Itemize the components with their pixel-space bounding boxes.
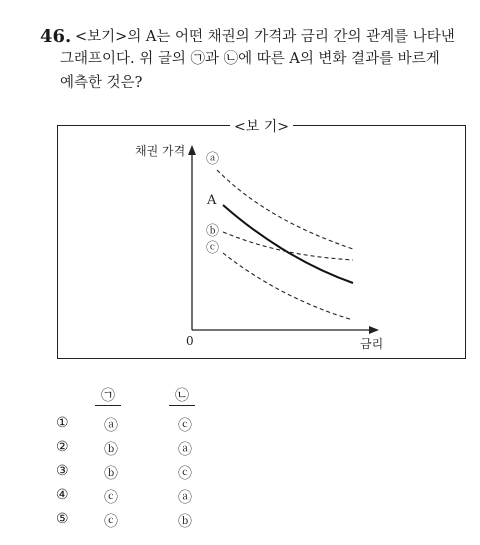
- choice-row-1[interactable]: [56, 415, 256, 437]
- curve-label-c: ⓒ: [206, 241, 220, 256]
- curve-label-A: A: [207, 193, 217, 208]
- choice-header-2: ㉡: [175, 388, 189, 404]
- choice-number: ②: [56, 439, 69, 455]
- choice-value-2: ⓒ: [178, 466, 192, 482]
- x-axis-label: 금리: [360, 337, 384, 351]
- question-text-line-2: 그래프이다. 위 글의 ㉠과 ㉡에 따른 A의 변화 결과를 바르게: [60, 51, 440, 67]
- choice-row-4[interactable]: [56, 487, 256, 509]
- choice-row-3[interactable]: [56, 463, 256, 485]
- x-axis-arrow: [369, 326, 379, 334]
- curve-label-b: ⓑ: [206, 224, 220, 239]
- choice-row-2[interactable]: [56, 439, 256, 461]
- choice-value-2: ⓒ: [178, 418, 192, 434]
- choice-value-1: ⓒ: [104, 514, 118, 530]
- choice-row-5[interactable]: [56, 511, 256, 533]
- y-axis-label: 채권 가격: [135, 144, 186, 158]
- choice-value-1: ⓐ: [104, 418, 118, 434]
- choice-value-1: ⓒ: [104, 490, 118, 506]
- curve-b: [223, 232, 353, 260]
- curve-A: [223, 205, 353, 283]
- origin-label: 0: [186, 334, 194, 348]
- question-text-line-1: <보기>의 A는 어떤 채권의 가격과 금리 간의 관계를 나타낸: [75, 29, 455, 45]
- choice-number: ⑤: [56, 511, 69, 527]
- question-number: 46.: [40, 26, 72, 47]
- choice-header-2-underline: [169, 405, 195, 406]
- choice-value-1: ⓑ: [104, 466, 118, 482]
- choice-value-2: ⓐ: [178, 490, 192, 506]
- question-text-line-3: 예측한 것은?: [60, 75, 143, 91]
- choice-value-2: ⓑ: [178, 514, 192, 530]
- choice-number: ③: [56, 463, 69, 479]
- curve-c: [223, 253, 353, 320]
- choice-header-1-underline: [95, 405, 121, 406]
- choice-value-1: ⓑ: [104, 442, 118, 458]
- y-axis-arrow: [188, 145, 196, 155]
- choice-number: ①: [56, 415, 69, 431]
- bond-price-graph: [57, 125, 464, 357]
- choice-value-2: ⓐ: [178, 442, 192, 458]
- example-box-title: <보 기>: [230, 116, 293, 136]
- curve-label-a: ⓐ: [206, 152, 220, 167]
- choice-number: ④: [56, 487, 69, 503]
- choice-header-1: ㉠: [101, 388, 115, 404]
